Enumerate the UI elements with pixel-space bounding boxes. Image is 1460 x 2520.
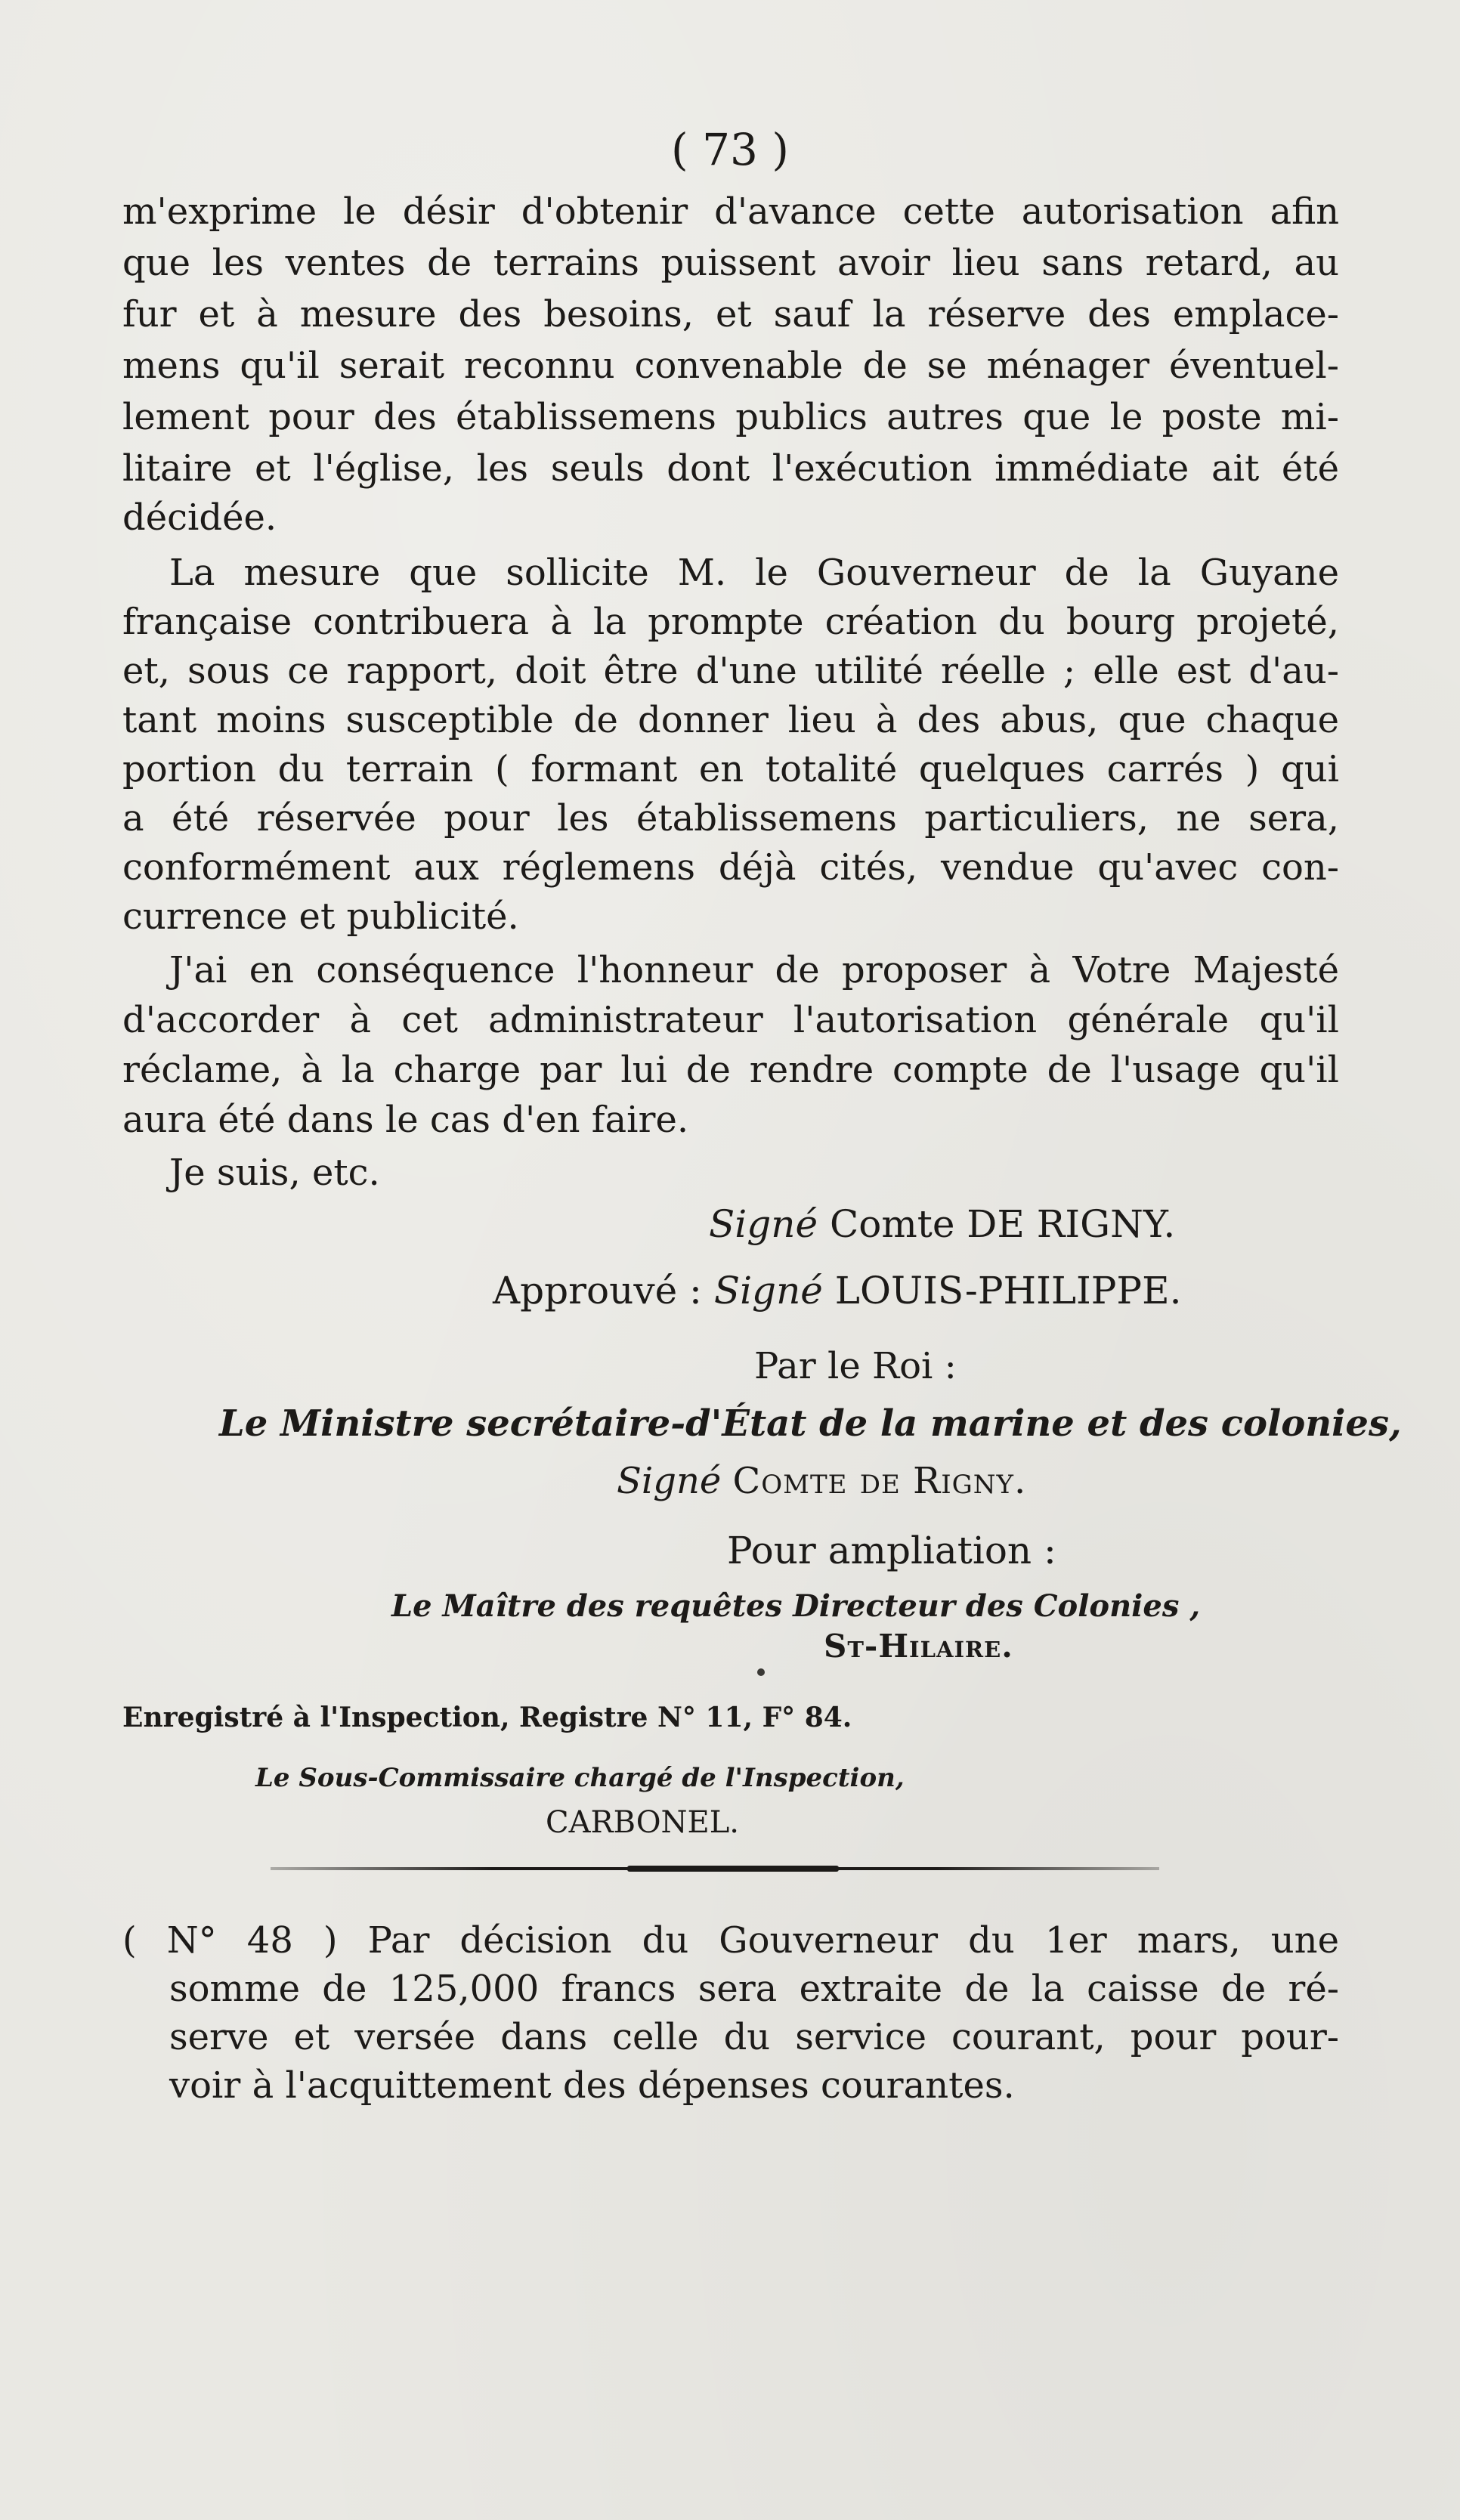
body-line-last: currence et publicité. [122,895,519,938]
maitre-title: Le Maître des requêtes Directeur des Colonies , [391,1588,1201,1624]
commissaire-title: Le Sous-Commissaire chargé de l'Inspection, [255,1763,905,1793]
registration-line: Enregistré à l'Inspection, Registre N° 11, F° 84. [122,1702,852,1733]
body-line-last: décidée. [122,496,277,539]
paragraph-first-line: J'ai en conséquence l'honneur de proposer à Votre Majesté [169,949,1339,991]
body-line: tant moins susceptible de donner lieu à des abus, que chaque [122,699,1339,741]
body-line: que les ventes de terrains puissent avoir lieu sans retard, au [122,242,1339,284]
body-line-last: aura été dans le cas d'en faire. [122,1099,689,1141]
decision-line-last: voir à l'acquittement des dépenses courantes. [169,2064,1015,2107]
minister-title: Le Ministre secrétaire-d'État de la marine et des colonies, [219,1402,1402,1445]
page-number: ( 73 ) [671,124,789,175]
body-line: fur et à mesure des besoins, et sauf la réserve des emplace- [122,293,1339,335]
signe-label: Signé [713,1269,823,1313]
body-line: française contribuera à la prompte création du bourg projeté, [122,601,1339,643]
body-line: mens qu'il serait reconnu convenable de se ménager éventuel- [122,345,1339,387]
maitre-name: St-Hilaire. [824,1628,1013,1665]
commissaire-name: CARBONEL. [546,1805,740,1840]
signature-minister [617,1458,1026,1504]
ink-dot [757,1668,765,1676]
decision-first-line: ( N° 48 ) Par décision du Gouverneur du 1er mars, une [122,1919,1339,1962]
signature-approval [493,1268,1181,1313]
body-line: et, sous ce rapport, doit être d'une utilité réelle ; elle est d'au- [122,650,1339,692]
signer-name: LOUIS-PHILIPPE. [834,1269,1182,1313]
signe-label: Signé [617,1460,722,1502]
approuve-label: Approuvé : [493,1269,702,1313]
par-le-roi: Par le Roi : [754,1345,957,1387]
body-line: réclame, à la charge par lui de rendre compte de l'usage qu'il [122,1049,1339,1091]
body-line: a été réservée pour les établissemens particuliers, ne sera, [122,797,1339,839]
body-line: d'accorder à cet administrateur l'autorisation générale qu'il [122,999,1339,1041]
decision-line: somme de 125,000 francs sera extraite de la caisse de ré- [169,1968,1339,2010]
body-line: m'exprime le désir d'obtenir d'avance cette autorisation afin [122,190,1339,233]
ampliation-label: Pour ampliation : [727,1529,1056,1572]
paragraph-first-line: La mesure que sollicite M. le Gouverneur de la Guyane [169,552,1339,594]
signer-name: Comte DE RIGNY. [829,1202,1176,1246]
signature-rigny [709,1201,1175,1247]
body-line: lement pour des établissemens publics autres que le poste mi- [122,396,1339,438]
signer-name: Comte de Rigny. [732,1460,1027,1502]
body-line: portion du terrain ( formant en totalité quelques carrés ) qui [122,748,1339,790]
closing-formula: Je suis, etc. [169,1152,380,1194]
signe-label: Signé [709,1202,818,1246]
decision-line: serve et versée dans celle du service courant, pour pour- [169,2016,1339,2058]
section-divider-swell [627,1866,839,1872]
body-line: litaire et l'église, les seuls dont l'exécution immédiate ait été [122,447,1339,490]
body-line: conformément aux réglemens déjà cités, vendue qu'avec con- [122,846,1339,889]
